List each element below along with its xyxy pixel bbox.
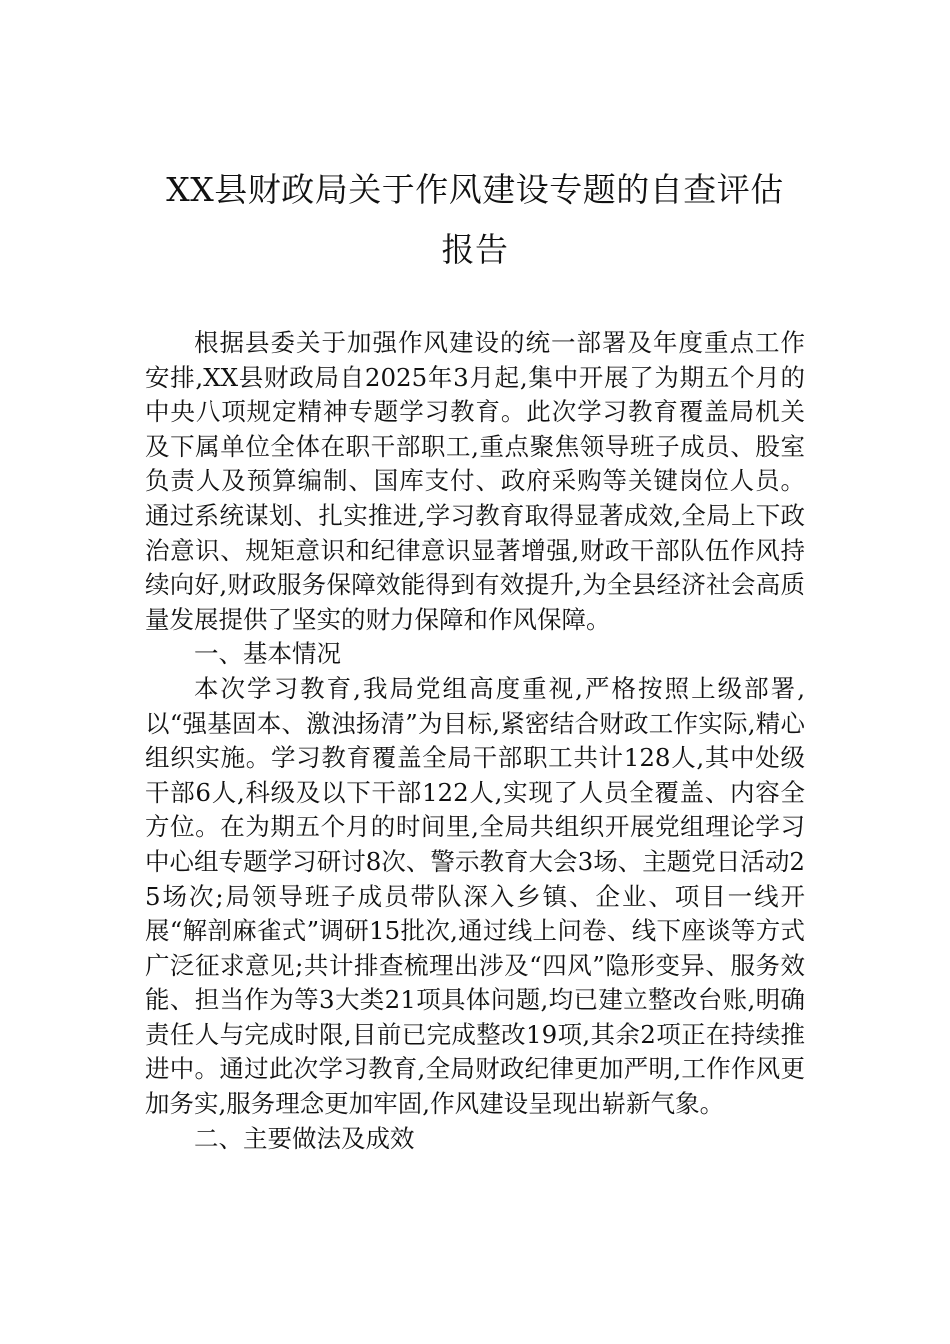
document-body xyxy=(145,326,805,1156)
section-1-paragraph: 本次学习教育,我局党组高度重视,严格按照上级部署,以“强基固本、激浊扬清”为目标,紧密结合财政工作实际,精心组织实施。学习教育覆盖全局干部职工共计128人,其中处级干部6人,科级及以下干部122人,实现了人员全覆盖、内容全方位。在为期五个月的时间里,全局共组织开展党组理论学习中心组专题学习研讨8次、警示教育大会3场、主题党日活动25场次;局领导班子成员带队深入乡镇、企业、项目一线开展“解剖麻雀式”调研15批次,通过线上问卷、线下座谈等方式广泛征求意见;共计排查梳理出涉及“四风”隐形变异、服务效能、担当作为等3大类21项具体问题,均已建立整改台账,明确责任人与完成时限,目前已完成整改19项,其余2项正在持续推进中。通过此次学习教育,全局财政纪律更加严明,工作作风更加务实,服务理念更加牢固,作风建设呈现出崭新气象。 xyxy=(145,673,805,1119)
intro-paragraph: 根据县委关于加强作风建设的统一部署及年度重点工作安排,XX县财政局自2025年3月起,集中开展了为期五个月的中央八项规定精神专题学习教育。此次学习教育覆盖局机关及下属单位全体在职干部职工,重点聚焦领导班子成员、股室负责人及预算编制、国库支付、政府采购等关键岗位人员。通过系统谋划、扎实推进,学习教育取得显著成效,全局上下政治意识、规矩意识和纪律意识显著增强,财政干部队伍作风持续向好,财政服务保障效能得到有效提升,为全县经济社会高质量发展提供了坚实的财力保障和作风保障。 xyxy=(145,328,805,634)
section-1-heading: 一、基本情况 xyxy=(194,639,341,669)
section-2-heading: 二、主要做法及成效 xyxy=(194,1123,415,1153)
document-title xyxy=(120,160,830,280)
title-line-2: 报告 xyxy=(441,230,509,269)
title-line-1: XX县财政局关于作风建设专题的自查评估 xyxy=(166,170,784,209)
